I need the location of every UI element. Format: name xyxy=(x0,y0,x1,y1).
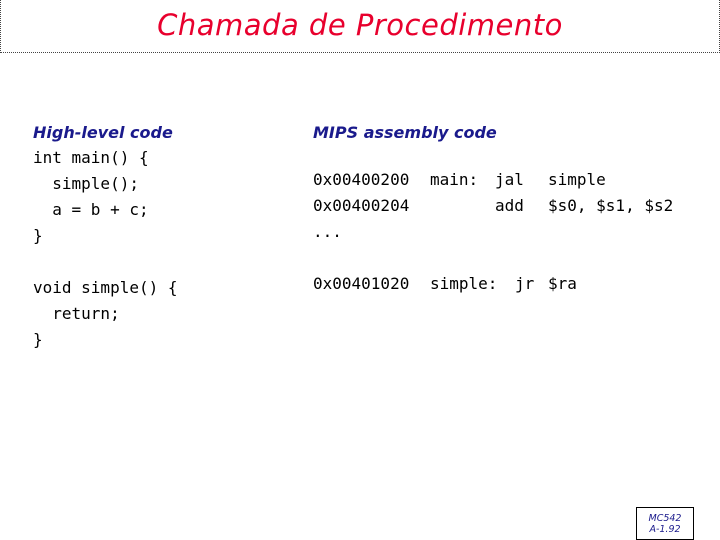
mips-assembly-heading: MIPS assembly code xyxy=(313,123,497,142)
asm-ellipsis: ... xyxy=(313,222,342,241)
asm-address: 0x00400200 xyxy=(313,170,410,189)
code-line: int main() { xyxy=(33,148,149,167)
asm-label: main: xyxy=(430,170,479,189)
code-line: void simple() { xyxy=(33,278,178,297)
simple-function-code xyxy=(33,275,178,353)
code-line: simple(); xyxy=(33,174,139,193)
asm-operands: $ra xyxy=(548,274,577,293)
asm-label: simple: xyxy=(430,274,498,293)
asm-opcode: jr xyxy=(515,274,535,293)
code-line: return; xyxy=(33,304,120,323)
code-line: } xyxy=(33,330,43,349)
slide-number: A-1.92 xyxy=(649,524,681,535)
course-code: MC542 xyxy=(648,513,682,524)
high-level-code-heading: High-level code xyxy=(33,123,173,142)
asm-opcode: jal xyxy=(495,170,524,189)
slide-title: Chamada de Procedimento xyxy=(157,8,563,42)
asm-operands: $s0, $s1, $s2 xyxy=(548,196,674,215)
code-line: a = b + c; xyxy=(33,200,149,219)
asm-address: 0x00400204 xyxy=(313,196,410,215)
asm-operands: simple xyxy=(548,170,606,189)
slide-number-badge xyxy=(636,507,694,540)
asm-opcode: add xyxy=(495,196,524,215)
asm-address: 0x00401020 xyxy=(313,274,410,293)
code-line: } xyxy=(33,226,43,245)
main-function-code xyxy=(33,145,149,249)
